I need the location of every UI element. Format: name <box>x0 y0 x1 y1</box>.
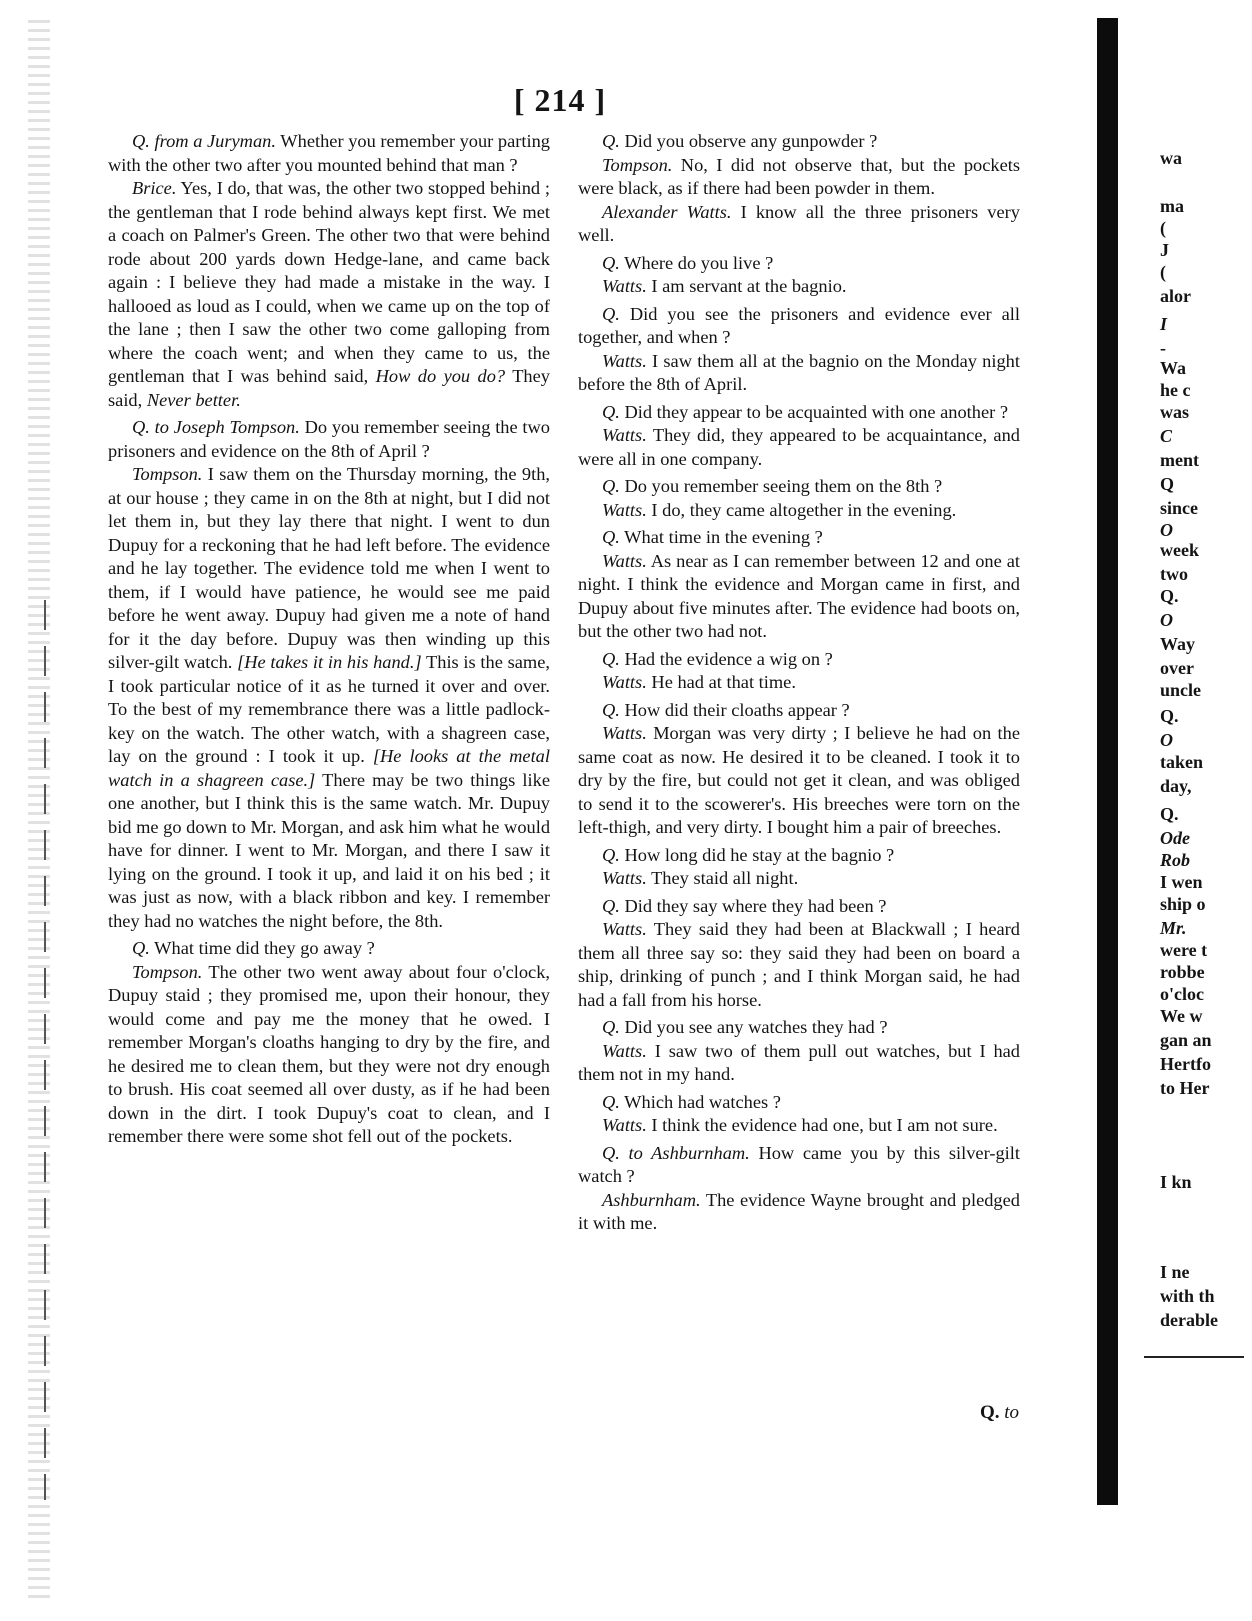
speaker-label: Brice. <box>132 178 177 198</box>
paragraph <box>108 130 550 177</box>
paragraph-text: They said, <box>108 366 550 410</box>
paragraph-text: What time did they go away ? <box>149 938 375 958</box>
adjacent-fragment: ment <box>1160 450 1199 470</box>
paragraph-text: Did they say where they had been ? <box>619 895 887 916</box>
paragraph <box>578 722 1020 840</box>
paragraph <box>578 671 1020 695</box>
paragraph-text: This is the same, I took particular notice of it as he turned it over and over. To the best of my remembrance there was a little padlock-key on the watch. The other watch, with a shagreen case, lay on the ground : I took it up. <box>108 652 550 766</box>
catchword-q: Q. <box>980 1402 1000 1423</box>
speaker-label: Watts. <box>602 1040 647 1061</box>
paragraph-text: I saw them all at the bagnio on the Monday night before the 8th of April. <box>578 350 1020 394</box>
paragraph-text: Did you observe any gunpowder ? <box>619 131 878 151</box>
speaker-label: Q. <box>602 1017 620 1037</box>
adjacent-fragment: was <box>1160 402 1190 422</box>
paragraph-text: Did you see any watches they had ? <box>619 1017 888 1037</box>
adjacent-fragment: Mr. <box>1160 918 1187 938</box>
paragraph-text: How did their cloaths appear ? <box>619 699 850 720</box>
speaker-label: Watts. <box>602 723 647 743</box>
paragraph <box>578 918 1020 1012</box>
paragraph-text: As near as I can remember between 12 and one at night. I think the evidence and Morgan came in first, and Dupuy about five minutes after. The evidence had boots on, but the other two had not. <box>578 550 1020 641</box>
paragraph <box>578 1016 1020 1040</box>
adjacent-fragment: wa <box>1160 148 1182 168</box>
speaker-label: Tompson. <box>132 961 203 982</box>
paragraph <box>578 201 1020 248</box>
paragraph <box>108 463 550 933</box>
paragraph <box>578 154 1020 201</box>
paragraph <box>578 350 1020 397</box>
paragraph-text: I do, they came altogether in the evening. <box>646 499 957 520</box>
paragraph <box>108 937 550 961</box>
speaker-label: Alexander Watts. <box>602 201 732 222</box>
adjacent-fragment: two <box>1160 564 1188 584</box>
paragraph <box>578 648 1020 672</box>
stage-direction: Never better. <box>142 389 241 410</box>
paragraph <box>578 844 1020 868</box>
paragraph-text: What time in the evening ? <box>619 527 823 547</box>
paragraph <box>578 303 1020 350</box>
speaker-label: Q. <box>602 648 620 669</box>
adjacent-fragment: Wa <box>1160 358 1187 378</box>
speaker-label: Q. to Joseph Tompson. <box>132 417 300 437</box>
paragraph-text: I saw two of them pull out watches, but I had them not in my hand. <box>578 1040 1020 1084</box>
adjacent-page-edge <box>1124 0 1252 1621</box>
binding-edge <box>28 20 50 1600</box>
paragraph-text: How came you by this silver-gilt watch ? <box>578 1142 1020 1186</box>
right-column <box>578 130 1020 1236</box>
speaker-label: Q. to Ashburnham. <box>602 1142 750 1163</box>
speaker-label: Q. <box>602 895 620 916</box>
paragraph <box>108 416 550 463</box>
adjacent-fragment: he c <box>1160 380 1191 400</box>
adjacent-fragment: since <box>1160 498 1198 518</box>
speaker-label: Ashburnham. <box>602 1189 701 1210</box>
adjacent-fragment: robbe <box>1160 962 1205 982</box>
paragraph-text: Do you remember seeing them on the 8th ? <box>619 476 943 496</box>
speaker-label: Tompson. <box>602 154 673 175</box>
adjacent-fragment: ship o <box>1160 894 1206 914</box>
paragraph <box>108 177 550 412</box>
paragraph-text: Had the evidence a wig on ? <box>619 648 833 669</box>
adjacent-fragment: J <box>1160 240 1169 260</box>
speaker-label: Q. <box>132 938 150 958</box>
paragraph-text: Do you remember seeing the two prisoners and evidence on the 8th of April ? <box>108 417 550 461</box>
speaker-label: Watts. <box>602 276 647 296</box>
adjacent-fragment: ma <box>1160 196 1184 216</box>
paragraph <box>578 1091 1020 1115</box>
adjacent-fragment: C <box>1160 426 1173 446</box>
left-column <box>108 130 550 1149</box>
adjacent-fragment: I kn <box>1160 1172 1192 1192</box>
speaker-label: Watts. <box>602 672 647 692</box>
adjacent-fragment: Rob <box>1160 850 1191 870</box>
paragraph-text: I am servant at the bagnio. <box>646 276 847 296</box>
adjacent-fragment: O <box>1160 520 1173 540</box>
paragraph <box>578 526 1020 550</box>
adjacent-fragment: We w <box>1160 1006 1203 1026</box>
adjacent-fragment: Ode <box>1160 828 1190 848</box>
adjacent-fragment: o'cloc <box>1160 984 1204 1004</box>
adjacent-fragment: Hertfo <box>1160 1054 1211 1074</box>
speaker-label: Watts. <box>602 425 647 445</box>
page-gutter <box>1097 18 1118 1505</box>
paragraph-text: Did you see the prisoners and evidence ever all together, and when ? <box>578 303 1020 347</box>
adjacent-fragment: were t <box>1160 940 1208 960</box>
paragraph <box>578 1114 1020 1138</box>
speaker-label: Q. <box>602 844 620 865</box>
adjacent-fragment: Q <box>1160 474 1175 494</box>
paragraph-text: I know all the three prisoners very well. <box>578 201 1020 245</box>
stage-direction: [He looks at the metal watch in a shagreen case.] <box>108 746 550 790</box>
adjacent-fragment: ( <box>1160 262 1166 282</box>
speaker-label: Q. <box>602 131 620 151</box>
adjacent-fragment: day, <box>1160 776 1192 796</box>
adjacent-fragment: I wen <box>1160 872 1203 892</box>
paragraph-text: No, I did not observe that, but the pockets were black, as if there had been powder in them. <box>578 154 1020 198</box>
adjacent-fragment: week <box>1160 540 1199 560</box>
paragraph <box>578 1040 1020 1087</box>
adjacent-fragment: Q. <box>1160 706 1179 726</box>
paragraph-text: Yes, I do, that was, the other two stopped behind ; the gentleman that I rode behind always kept first. We met a coach on Palmer's Green. The other two that were behind rode about 200 yards down Hedge-lane, and came back again : I believe they had made a mistake in the way. I hallooed as loud as I could, when we came up on the top of the lane ; then I saw the other two come galloping from where the coach went; and when they came to us, the gentleman that I was behind said, <box>108 178 550 386</box>
paragraph <box>578 475 1020 499</box>
adjacent-fragment: I <box>1160 314 1168 334</box>
adjacent-fragment: derable <box>1160 1310 1218 1330</box>
adjacent-fragment: alor <box>1160 286 1191 306</box>
paragraph-text: How long did he stay at the bagnio ? <box>619 844 895 865</box>
paragraph-text: Morgan was very dirty ; I believe he had on the same coat as now. He desired it to be cleaned. I took it to dry by the fire, but could not get it clean, and was obliged to send it to the scowerer's. His breeches were torn on the left-thigh, and very dirty. I bought him a pair of breeches. <box>578 723 1020 837</box>
adjacent-fragment: Way <box>1160 634 1196 654</box>
speaker-label: Q. from a Juryman. <box>132 131 276 151</box>
speaker-label: Q. <box>602 401 620 422</box>
adjacent-fragment: Q. <box>1160 586 1179 606</box>
paragraph-text: I think the evidence had one, but I am not sure. <box>646 1115 998 1135</box>
paragraph <box>578 499 1020 523</box>
speaker-label: Q. <box>602 476 620 496</box>
paragraph <box>578 1189 1020 1236</box>
speaker-label: Watts. <box>602 919 647 939</box>
paragraph <box>108 961 550 1149</box>
adjacent-fragment: taken <box>1160 752 1204 772</box>
adjacent-fragment: over <box>1160 658 1194 678</box>
adjacent-fragment: ( <box>1160 218 1166 238</box>
adjacent-fragment: gan an <box>1160 1030 1212 1050</box>
speaker-label: Q. <box>602 527 620 547</box>
paragraph-text: They said they had been at Blackwall ; I heard them all three say so: they said they had been on board a ship, drinking of punch ; and I think Morgan said, he had had a fall from his horse. <box>578 919 1020 1010</box>
paragraph-text: Where do you live ? <box>619 252 774 273</box>
paragraph-text: Whether you remember your parting with the other two after you mounted behind that man ? <box>108 131 550 175</box>
speaker-label: Q. <box>602 1091 620 1112</box>
adjacent-fragment: with th <box>1160 1286 1215 1306</box>
adjacent-fragment: - <box>1160 338 1166 358</box>
paragraph <box>578 550 1020 644</box>
paragraph <box>578 867 1020 891</box>
paragraph-text: Did they appear to be acquainted with one another ? <box>619 401 1008 422</box>
speaker-label: Q. <box>602 699 620 720</box>
paragraph <box>578 130 1020 154</box>
adjacent-fragment: to Her <box>1160 1078 1210 1098</box>
paragraph <box>578 1142 1020 1189</box>
paragraph-text: They did, they appeared to be acquaintance, and were all in one company. <box>578 425 1020 469</box>
paragraph-text: He had at that time. <box>646 672 796 692</box>
stage-direction: How do you do? <box>368 366 506 386</box>
speaker-label: Watts. <box>602 1115 647 1135</box>
catchword <box>980 1402 1019 1424</box>
speaker-label: Watts. <box>602 550 647 571</box>
paragraph <box>578 275 1020 299</box>
adjacent-rule <box>1144 1356 1244 1358</box>
stage-direction: [He takes it in his hand.] <box>232 652 422 672</box>
speaker-label: Tompson. <box>132 464 203 484</box>
margin-rule <box>44 600 46 1500</box>
speaker-label: Watts. <box>602 350 647 371</box>
catchword-rest: to <box>1004 1402 1020 1423</box>
page-number: [ 214 ] <box>513 82 607 118</box>
adjacent-fragment: uncle <box>1160 680 1202 700</box>
speaker-label: Watts. <box>602 499 647 520</box>
adjacent-fragment: Q. <box>1160 804 1179 824</box>
paragraph <box>578 401 1020 425</box>
paragraph <box>578 699 1020 723</box>
speaker-label: Q. <box>602 252 620 273</box>
paragraph-text: They staid all night. <box>646 868 799 888</box>
paragraph-text: The other two went away about four o'clock, Dupuy staid ; they promised me, upon their honour, they would come and pay me the money that he owed. I remember Morgan's cloaths hanging to dry by the fire, and he desired me to clean them, but they were not dry enough to brush. His coat seemed all over dusty, as if he had been down in the dirt. I took Dupuy's coat to clean, and I remember there were some shot fell out of the pockets. <box>108 961 550 1146</box>
adjacent-fragment: O <box>1160 610 1173 630</box>
paragraph <box>578 895 1020 919</box>
paragraph <box>578 252 1020 276</box>
paragraph-text: There may be two things like one another, but I think this is the same watch. Mr. Dupuy bid me go down to Mr. Morgan, and ask him what he would have for dinner. I went to Mr. Morgan, and there I saw it lying on the ground. I took it up, and laid it on his bed ; it was just as now, with a black ribbon and key. I remember they had no watches the night before, the 8th. <box>108 769 551 931</box>
speaker-label: Q. <box>602 303 620 324</box>
paragraph-text: The evidence Wayne brought and pledged it with me. <box>578 1189 1020 1233</box>
adjacent-fragment: O <box>1160 730 1173 750</box>
adjacent-fragment: I ne <box>1160 1262 1190 1282</box>
paragraph-text: Which had watches ? <box>619 1091 781 1112</box>
speaker-label: Watts. <box>602 868 647 888</box>
paragraph <box>578 424 1020 471</box>
paragraph-text: I saw them on the Thursday morning, the 9th, at our house ; they came in on the 8th at night, but I did not let them in, but they lay there that night. I went to dun Dupuy for a reckoning that he had left before. The evidence and he lay together. The evidence told me when I went to them, if I would have patience, he would see me paid before he went away. Dupuy had given me a note of hand for it the day before. Dupuy was then winding up this silver-gilt watch. <box>108 464 550 672</box>
